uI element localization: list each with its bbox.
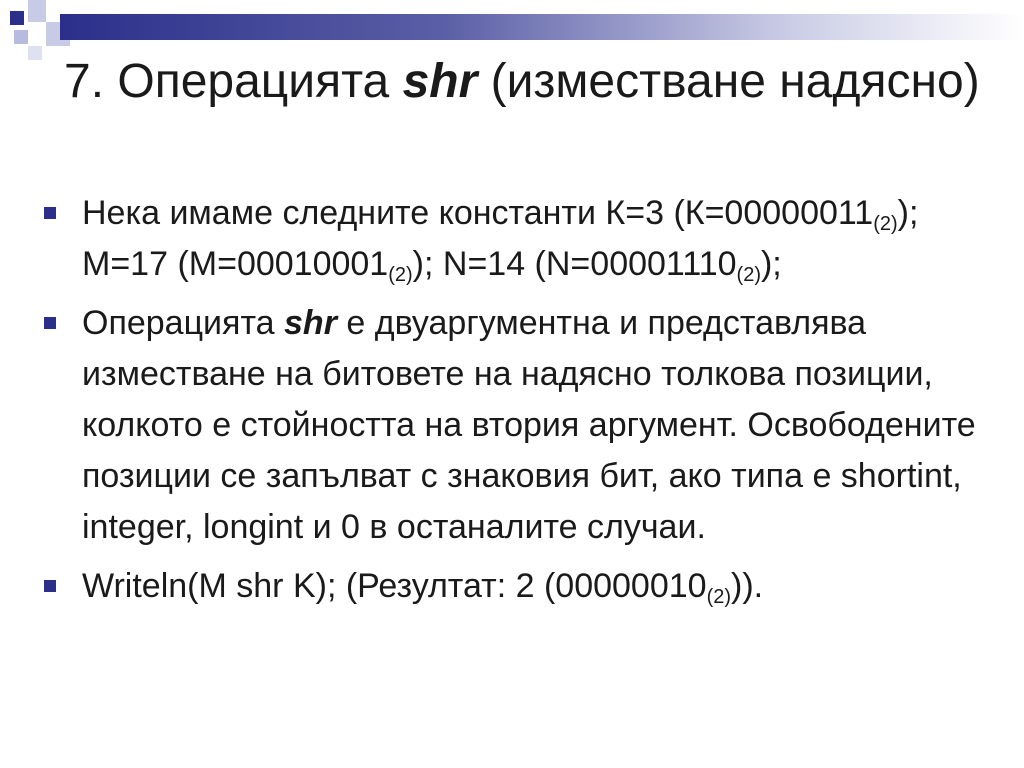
corner-square-dark xyxy=(10,11,24,25)
constants-text-3: ); N=14 (N=00001110 xyxy=(412,245,737,283)
base-subscript: (2) xyxy=(873,213,898,235)
title-prefix: 7. Операцията xyxy=(64,55,403,108)
bullet-example xyxy=(44,561,984,612)
bullet-description xyxy=(44,298,984,553)
description-prefix: Операцията xyxy=(82,304,285,342)
square-bullet-icon xyxy=(44,317,56,329)
base-subscript: (2) xyxy=(736,264,761,286)
bullet-constants xyxy=(44,188,984,290)
example-text-2: )). xyxy=(731,567,764,605)
slide-title xyxy=(64,50,984,114)
corner-square-faint xyxy=(28,46,42,60)
title-keyword: shr xyxy=(402,55,478,108)
example-text-1: Writeln(M shr K); (Резултат: 2 (00000010 xyxy=(82,567,707,605)
square-bullet-icon xyxy=(44,207,56,219)
corner-square-light xyxy=(14,30,28,44)
bullet-list xyxy=(44,188,984,620)
title-gradient-bar xyxy=(60,14,1024,40)
square-bullet-icon xyxy=(44,580,56,592)
description-keyword: shr xyxy=(284,304,337,342)
description-text: е двуаргументна и представлява изместване на битовете на надясно толкова позиции, колкото е стойността на втория аргумент. Освободените позиции се запълват с знаковия бит, ако типа е shortint, integer, longint и 0 в останалите случаи. xyxy=(82,304,976,546)
base-subscript: (2) xyxy=(388,264,413,286)
constants-text-1: Нека имаме следните константи К=3 (К=00000011 xyxy=(82,194,874,232)
constants-text-2: ); M=17 (M=00010001 xyxy=(82,194,919,283)
corner-square-light xyxy=(28,0,46,22)
constants-text-4: ); xyxy=(760,245,782,283)
base-subscript: (2) xyxy=(706,586,732,608)
title-suffix: (изместване надясно) xyxy=(477,55,980,108)
